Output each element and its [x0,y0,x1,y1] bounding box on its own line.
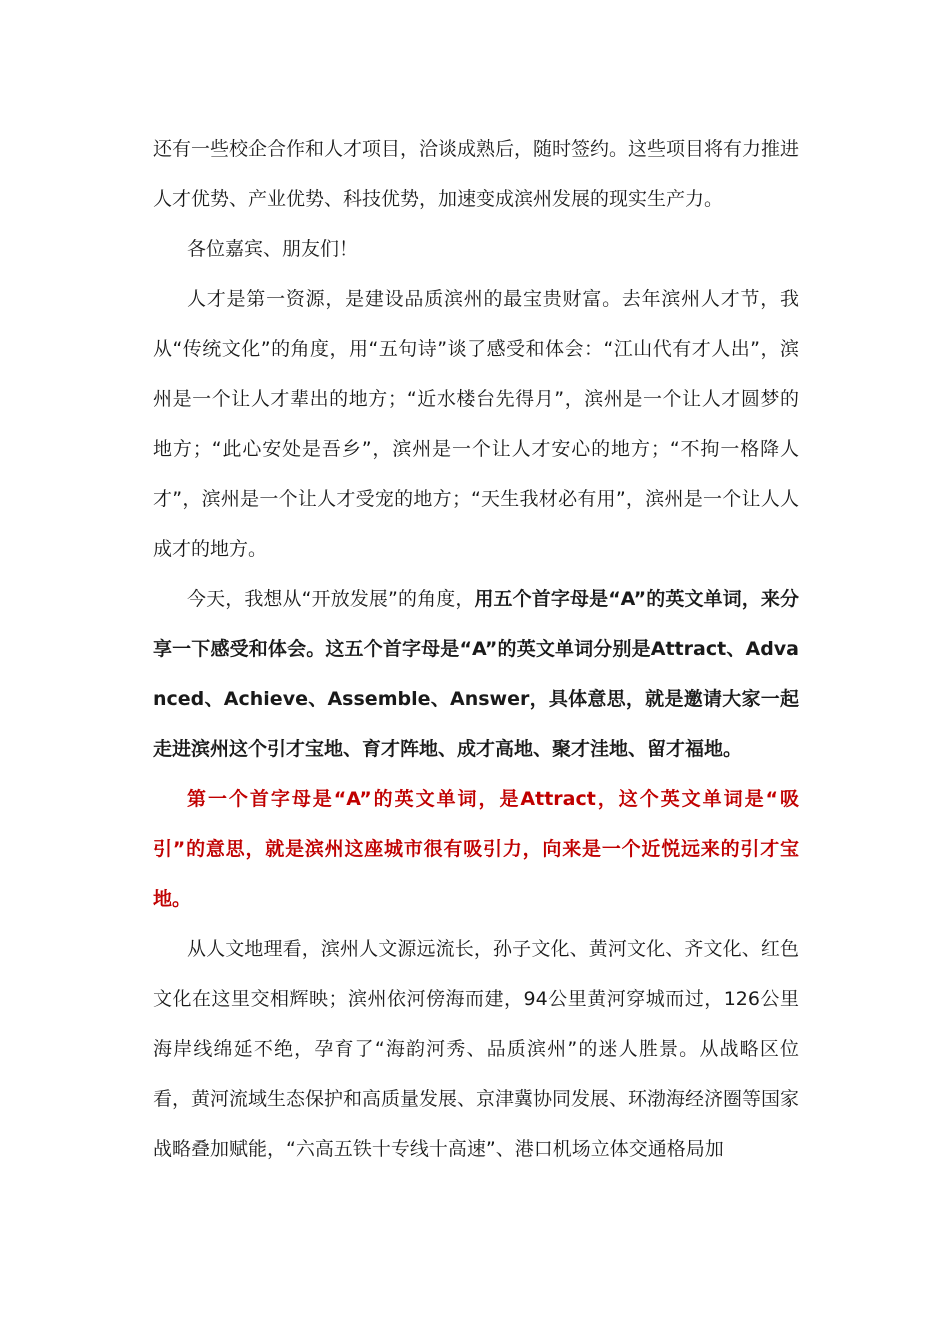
paragraph-5-highlight: 第一个首字母是“A”的英文单词，是Attract，这个英文单词是“吸引”的意思，就是滨州这座城市很有吸引力，向来是一个近悦远来的引才宝地。 [153,788,799,910]
document-body [153,124,799,1174]
paragraph-2: 各位嘉宾、朋友们！ [187,238,359,260]
paragraph-4-plain-text: 今天，我想从“开放发展”的角度， [187,588,475,610]
paragraph-1: 还有一些校企合作和人才项目，洽谈成熟后，随时签约。这些项目将有力推进人才优势、产业优势、科技优势，加速变成滨州发展的现实生产力。 [153,138,800,210]
paragraph-4-bold-text: 用五个首字母是“A”的英文单词，来分享一下感受和体会。这五个首字母是“A”的英文单词分别是Attract、Advanced、Achieve、Assemble、Answer，具体意思，就是邀请大家一起走进滨州这个引才宝地、育才阵地、成才高地、聚才洼地、留才福地。 [153,588,800,760]
paragraph-4 [153,574,799,774]
paragraph-6: 从人文地理看，滨州人文源远流长，孙子文化、黄河文化、齐文化、红色文化在这里交相辉映；滨州依河傍海而建，94公里黄河穿城而过，126公里海岸线绵延不绝，孕育了“海韵河秀、品质滨州”的迷人胜景。从战略区位看，黄河流域生态保护和高质量发展、京津冀协同发展、环渤海经济圈等国家战略叠加赋能，“六高五铁十专线十高速”、港口机场立体交通格局加 [153,938,800,1160]
paragraph-3: 人才是第一资源，是建设品质滨州的最宝贵财富。去年滨州人才节，我从“传统文化”的角度，用“五句诗”谈了感受和体会：“江山代有才人出”，滨州是一个让人才辈出的地方；“近水楼台先得月”，滨州是一个让人才圆梦的地方；“此心安处是吾乡”，滨州是一个让人才安心的地方；“不拘一格降人才”，滨州是一个让人才受宠的地方；“天生我材必有用”，滨州是一个让人人成才的地方。 [153,288,799,560]
